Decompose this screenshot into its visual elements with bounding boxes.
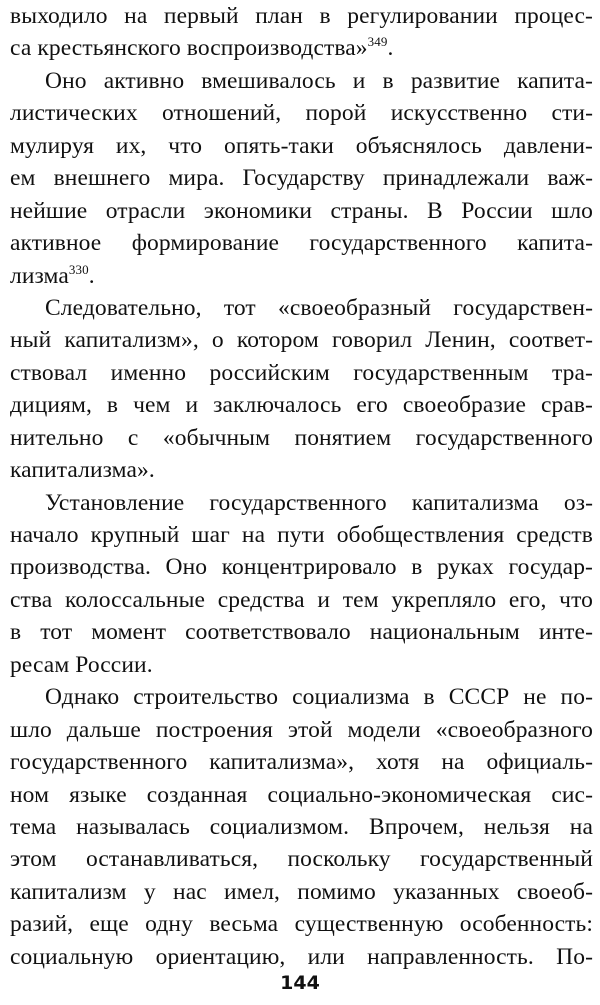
text-line bbox=[10, 260, 593, 292]
text-line bbox=[10, 487, 593, 519]
line-text: листических отношений, порой искусственно сти- bbox=[10, 100, 593, 127]
footnote-reference: 349 bbox=[367, 34, 388, 50]
line-text: са крестьянского воспроизводства» bbox=[10, 35, 368, 62]
line-text: шло дальше построения этой модели «своеобразного bbox=[10, 716, 593, 743]
text-line bbox=[10, 65, 593, 97]
text-line bbox=[10, 681, 593, 713]
text-line bbox=[10, 649, 593, 681]
line-text: Установление государственного капитализма оз- bbox=[45, 489, 593, 516]
line-text: нейшие отрасли экономики страны. В России шло bbox=[10, 197, 593, 224]
line-text: социальную ориентацию, или направленность. По- bbox=[10, 943, 593, 970]
line-text: выходило на первый план в регулировании процес- bbox=[10, 3, 593, 29]
text-line bbox=[10, 454, 593, 486]
punctuation: . bbox=[387, 35, 394, 62]
line-text: лизма bbox=[10, 262, 69, 289]
text-line bbox=[10, 584, 593, 616]
line-text: ства колоссальные средства и тем укрепляло его, что bbox=[10, 586, 593, 613]
text-line bbox=[10, 292, 593, 324]
text-line bbox=[10, 779, 593, 811]
text-line bbox=[10, 32, 593, 64]
line-text: капитализм у нас имел, помимо указанных своеоб- bbox=[10, 878, 593, 905]
text-line bbox=[10, 227, 593, 259]
text-line bbox=[10, 551, 593, 583]
text-line bbox=[10, 876, 593, 908]
text-line bbox=[10, 130, 593, 162]
line-text: производства. Оно концентрировало в руках государ- bbox=[10, 554, 593, 581]
text-line bbox=[10, 357, 593, 389]
text-line bbox=[10, 0, 593, 32]
line-text: Оно активно вмешивалось и в развитие капита- bbox=[45, 67, 593, 94]
line-text: этом останавливаться, поскольку государственный bbox=[10, 846, 593, 873]
text-line bbox=[10, 746, 593, 778]
line-text: начало крупный шаг на пути обобществления средств bbox=[10, 522, 593, 548]
page-number: 144 bbox=[280, 972, 320, 994]
line-text: государственного капитализма», хотя на официаль- bbox=[10, 749, 593, 776]
text-line bbox=[10, 714, 593, 746]
line-text: ем внешнего мира. Государству принадлежали важ- bbox=[10, 165, 593, 192]
text-line bbox=[10, 811, 593, 843]
text-line bbox=[10, 941, 593, 973]
text-line bbox=[10, 97, 593, 129]
text-line bbox=[10, 389, 593, 421]
line-text: дициям, в чем и заключалось его своеобразие срав- bbox=[10, 392, 593, 419]
text-line bbox=[10, 843, 593, 875]
text-line bbox=[10, 616, 593, 648]
text-line bbox=[10, 519, 593, 551]
line-text: капитализма». bbox=[10, 457, 155, 484]
text-line bbox=[10, 324, 593, 356]
line-text: ресам России. bbox=[10, 651, 153, 678]
line-text: ствовал именно российским государственным тра- bbox=[10, 359, 593, 386]
line-text: в тот момент соответствовало национальным инте- bbox=[10, 619, 593, 646]
line-text: Однако строительство социализма в СССР не по- bbox=[45, 684, 593, 711]
line-text: тема называлась социализмом. Впрочем, нельзя на bbox=[10, 813, 593, 840]
line-text: ном языке созданная социально-экономическая сис- bbox=[10, 781, 593, 808]
line-text: ный капитализм», о котором говорил Ленин, соответ- bbox=[10, 327, 593, 354]
punctuation: . bbox=[88, 262, 95, 289]
line-text: мулируя их, что опять-таки объяснялось давлени- bbox=[10, 132, 593, 159]
book-page-text bbox=[10, 0, 593, 973]
text-line bbox=[10, 162, 593, 194]
line-text: активное формирование государственного капита- bbox=[10, 230, 593, 257]
line-text: нительно с «обычным понятием государственного bbox=[10, 424, 593, 451]
text-line bbox=[10, 908, 593, 940]
line-text: разий, еще одну весьма существенную особенность: bbox=[10, 911, 593, 938]
text-line bbox=[10, 195, 593, 227]
line-text: Следовательно, тот «своеобразный государствен- bbox=[45, 294, 593, 321]
text-line bbox=[10, 422, 593, 454]
footnote-reference: 330 bbox=[68, 261, 89, 277]
